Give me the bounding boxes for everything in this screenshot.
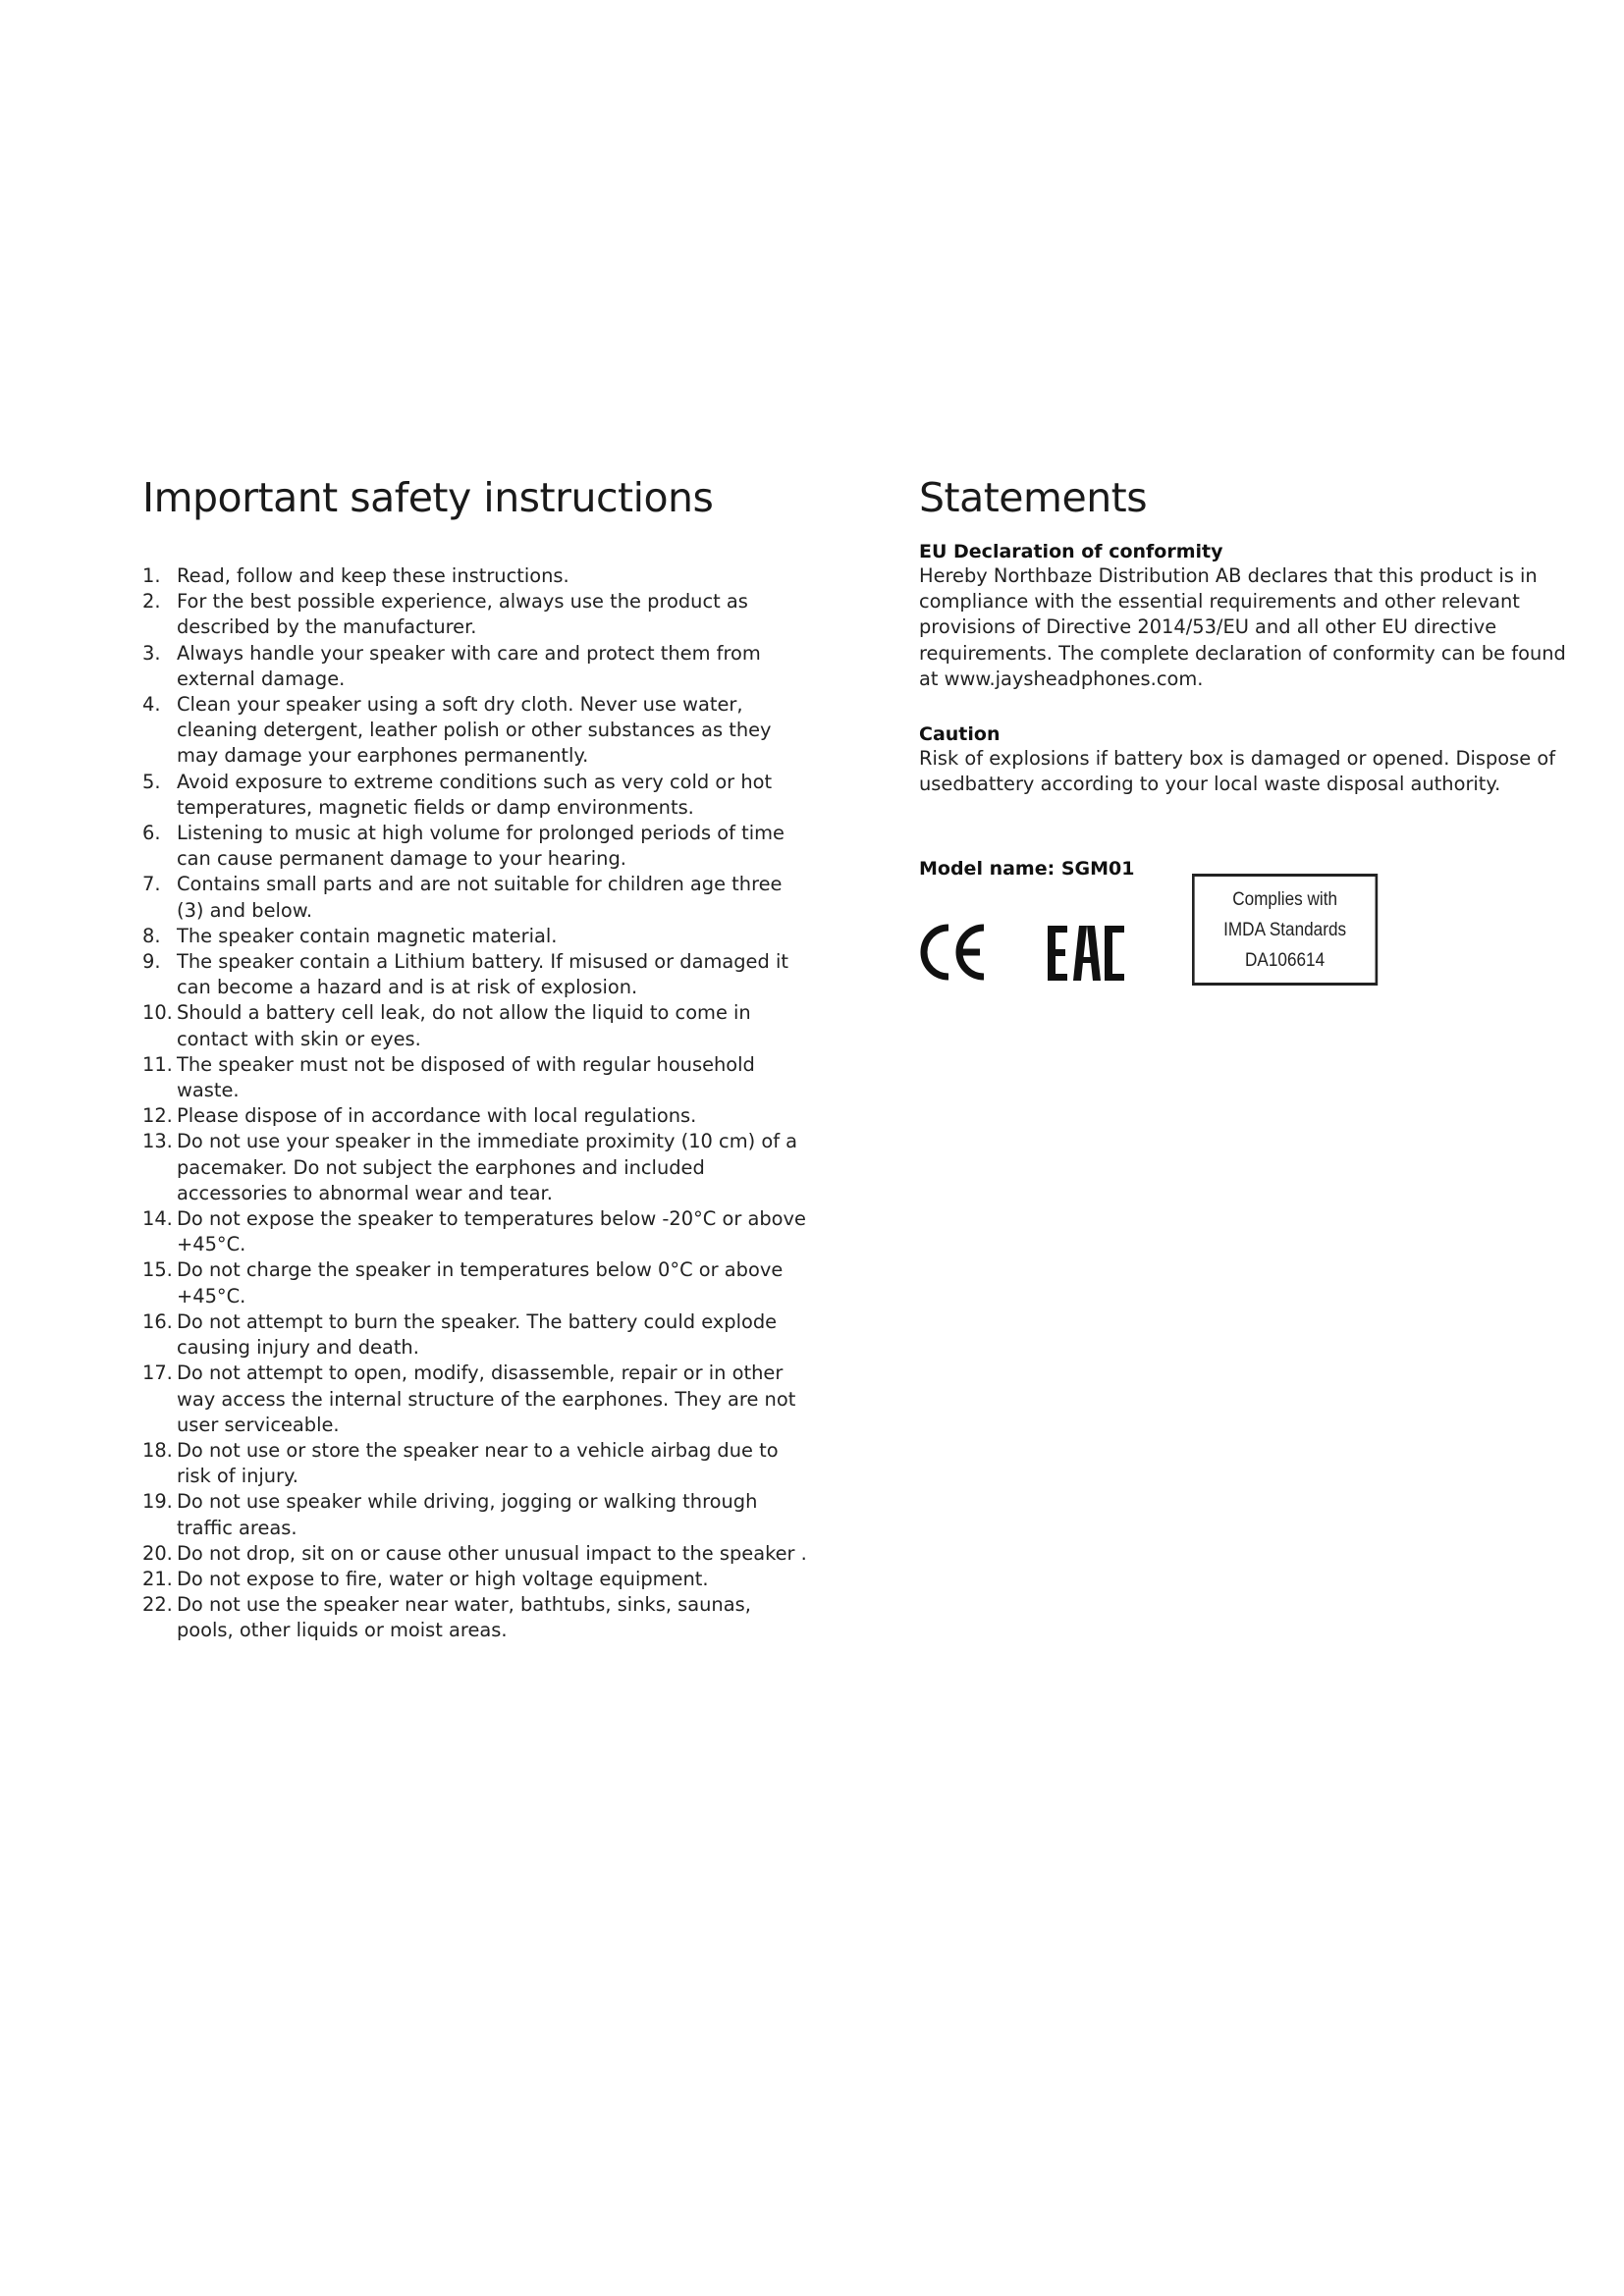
list-item: 10. Should a battery cell leak, do not allow the liquid to come in contact with skin or eyes. bbox=[142, 1001, 751, 1050]
list-item: 12. Please dispose of in accordance with local regulations. bbox=[142, 1104, 697, 1128]
eu-declaration bbox=[919, 540, 1567, 692]
statements-title: Statements bbox=[919, 474, 1148, 521]
list-item: 9. The speaker contain a Lithium battery. If misused or damaged it can become a hazard and is at risk of explosion. bbox=[142, 950, 788, 999]
imda-line-3: DA106614 bbox=[1245, 948, 1326, 971]
list-item: 13. Do not use your speaker in the immediate proximity (10 cm) of a pacemaker. Do not subject the earphones and included accessories to abnormal wear and tear. bbox=[142, 1130, 798, 1204]
imda-label bbox=[1192, 874, 1378, 986]
safety-list bbox=[142, 563, 810, 1644]
eu-declaration-title: EU Declaration of conformity bbox=[919, 541, 1223, 562]
list-item: 20. Do not drop, sit on or cause other unusual impact to the speaker . bbox=[142, 1541, 807, 1565]
list-item: 22. Do not use the speaker near water, bathtubs, sinks, saunas, pools, other liquids or moist areas. bbox=[142, 1593, 751, 1642]
certification-marks bbox=[919, 887, 1567, 1036]
list-item: 19. Do not use speaker while driving, jogging or walking through traffic areas. bbox=[142, 1490, 758, 1539]
caution-title: Caution bbox=[919, 723, 1001, 746]
eac-mark-icon bbox=[1048, 918, 1124, 987]
list-item: 21. Do not expose to fire, water or high voltage equipment. bbox=[142, 1567, 709, 1590]
list-item: 4. Clean your speaker using a soft dry cloth. Never use water, cleaning detergent, leather polish or other substances as they may damage your earphones permanently. bbox=[142, 693, 772, 768]
list-item: 14. Do not expose the speaker to temperatures below -20°C or above +45°C. bbox=[142, 1207, 806, 1256]
list-item: 5. Avoid exposure to extreme conditions such as very cold or hot temperatures, magnetic fields or damp environments. bbox=[142, 770, 773, 819]
ce-mark-icon bbox=[919, 918, 988, 987]
list-item: 6. Listening to music at high volume for prolonged periods of time can cause permanent damage to your hearing. bbox=[142, 822, 785, 871]
list-item: 17. Do not attempt to open, modify, disassemble, repair or in other way access the internal structure of the earphones. They are not user serviceable. bbox=[142, 1362, 796, 1436]
safety-section bbox=[142, 473, 810, 1644]
list-item: 1. Read, follow and keep these instructions. bbox=[142, 564, 569, 587]
imda-line-1: Complies with bbox=[1232, 887, 1338, 910]
list-item: 2. For the best possible experience, always use the product as described by the manufacturer. bbox=[142, 590, 748, 639]
statements-section bbox=[919, 473, 1567, 971]
list-item: 16. Do not attempt to burn the speaker. The battery could explode causing injury and death. bbox=[142, 1309, 778, 1360]
model-name: Model name: SGM01 bbox=[919, 858, 1135, 880]
safety-title: Important safety instructions bbox=[142, 474, 714, 521]
list-item: 7. Contains small parts and are not suitable for children age three (3) and below. bbox=[142, 873, 783, 922]
caution-body: Risk of explosions if battery box is damaged or opened. Dispose of usedbattery according to your local waste disposal authority. bbox=[919, 747, 1556, 796]
eu-declaration-body: Hereby Northbaze Distribution AB declares that this product is in compliance with the essential requirements and other relevant provisions of Directive 2014/53/EU and all other EU directive requirements. The complete declaration of conformity can be found at www.jaysheadphones.com. bbox=[919, 564, 1566, 690]
list-item: 8. The speaker contain magnetic material. bbox=[142, 924, 558, 947]
caution bbox=[919, 722, 1567, 797]
list-item: 18. Do not use or store the speaker near to a vehicle airbag due to risk of injury. bbox=[142, 1438, 779, 1488]
list-item: 11. The speaker must not be disposed of with regular household waste. bbox=[142, 1052, 755, 1102]
list-item: 3. Always handle your speaker with care and protect them from external damage. bbox=[142, 641, 761, 690]
list-item: 15. Do not charge the speaker in temperatures below 0°C or above +45°C. bbox=[142, 1258, 784, 1308]
imda-line-2: IMDA Standards bbox=[1223, 918, 1347, 940]
